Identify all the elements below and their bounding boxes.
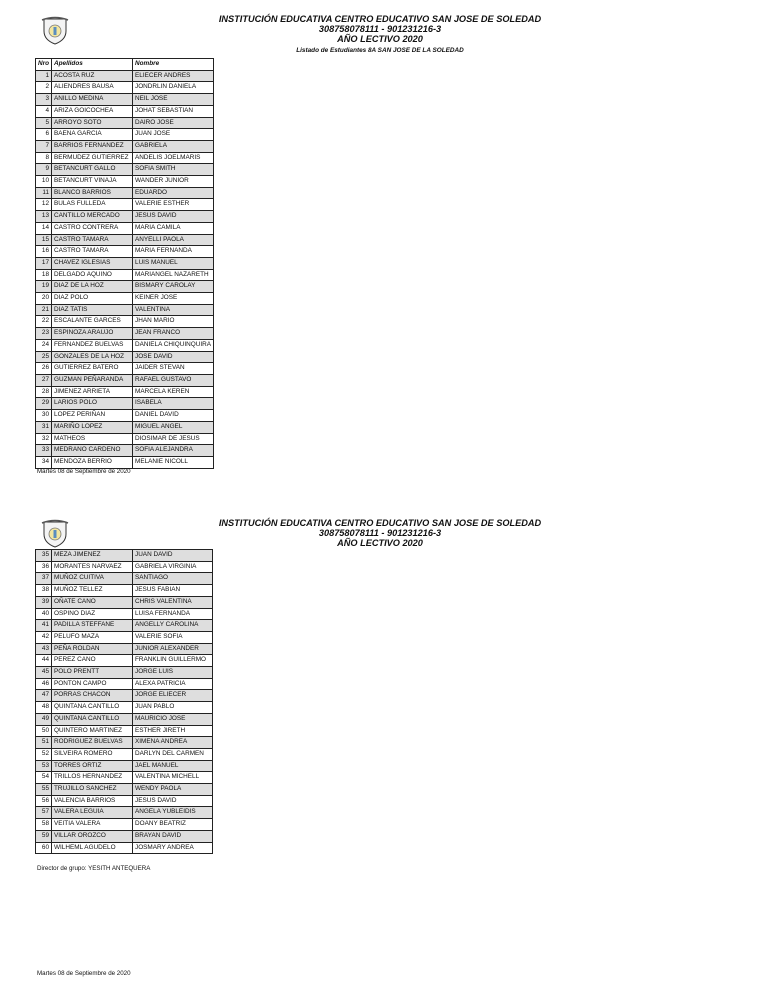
cell-apellidos: CHAVEZ IGLESIAS [52,257,133,269]
table-row [36,211,214,223]
cell-nro: 23 [36,328,52,340]
table-row [36,257,214,269]
table-row [36,187,214,199]
table-row [36,667,213,679]
table-row [36,82,214,94]
cell-apellidos: TORRES ORTIZ [52,760,133,772]
cell-apellidos: MENDOZA BERRIO [52,456,133,468]
table-row [36,772,213,784]
cell-nro: 50 [36,725,52,737]
cell-apellidos: VALENCIA BARRIOS [52,795,133,807]
table-row [36,374,214,386]
cell-nombre: JORGE LUIS [133,667,213,679]
student-table-page-2 [35,549,213,854]
cell-nro: 42 [36,631,52,643]
table-row [36,410,214,422]
cell-apellidos: FERNANDEZ BUELVAS [52,339,133,351]
cell-apellidos: MUÑOZ TELLEZ [52,585,133,597]
cell-nro: 3 [36,94,52,106]
cell-nombre: JUNIOR ALEXANDER [133,643,213,655]
cell-nro: 48 [36,702,52,714]
school-crest-logo-icon [40,518,70,548]
cell-apellidos: LARIOS POLO [52,398,133,410]
cell-nro: 49 [36,713,52,725]
table-row [36,643,213,655]
cell-nombre: JOSE DAVID [133,351,214,363]
cell-apellidos: VILLAR OROZCO [52,830,133,842]
institution-title: INSTITUCIÓN EDUCATIVA CENTRO EDUCATIVO SAN JOSE DE SOLEDAD [218,14,542,24]
student-table-page-1 [35,58,214,469]
cell-apellidos: MUÑOZ CUITIVA [52,573,133,585]
cell-apellidos: PONTON CAMPO [52,678,133,690]
cell-nro: 20 [36,293,52,305]
table-row [36,655,213,667]
cell-nombre: JOHAT SEBASTIAN [133,105,214,117]
cell-nro: 1 [36,70,52,82]
cell-apellidos: MATHEOS [52,433,133,445]
cell-nro: 35 [36,550,52,562]
cell-nombre: ELIECER ANDRES [133,70,214,82]
cell-nro: 11 [36,187,52,199]
cell-apellidos: MEZA JIMENEZ [52,550,133,562]
cell-nombre: SOFIA ALEJANDRA [133,445,214,457]
table-row [36,445,214,457]
table-row [36,550,213,562]
column-header-nombre: Nombre [133,59,214,71]
cell-apellidos: DIAZ DE LA HOZ [52,281,133,293]
cell-apellidos: ESPINOZA ARAUJO [52,328,133,340]
table-row [36,293,214,305]
cell-apellidos: PORRAS CHACON [52,690,133,702]
cell-nro: 40 [36,608,52,620]
cell-nombre: XIMENA ANDREA [133,737,213,749]
cell-nro: 37 [36,573,52,585]
cell-nombre: LUIS MANUEL [133,257,214,269]
table-row [36,222,214,234]
table-row [36,152,214,164]
cell-nombre: KEINER JOSE [133,293,214,305]
cell-nombre: DAIRO JOSE [133,117,214,129]
cell-nro: 53 [36,760,52,772]
cell-nombre: JAEL MANUEL [133,760,213,772]
cell-nombre: GABRIELA [133,140,214,152]
cell-nombre: VALENTINA MICHELL [133,772,213,784]
cell-apellidos: ANILLO MEDINA [52,94,133,106]
table-row [36,784,213,796]
cell-apellidos: RODRIGUEZ BUELVAS [52,737,133,749]
table-row [36,328,214,340]
footer-date-page-2: Martes 08 de Septiembre de 2020 [37,970,131,977]
cell-nro: 17 [36,257,52,269]
cell-nombre: ANGELLY CAROLINA [133,620,213,632]
table-row [36,748,213,760]
cell-apellidos: ARROYO SOTO [52,117,133,129]
table-row [36,176,214,188]
cell-apellidos: POLO PRENTT [52,667,133,679]
cell-nombre: JAIDER STEVAN [133,363,214,375]
cell-apellidos: ESCALANTE GARCES [52,316,133,328]
table-row [36,690,213,702]
cell-nro: 47 [36,690,52,702]
cell-nro: 13 [36,211,52,223]
cell-apellidos: MORANTES NARVAEZ [52,561,133,573]
cell-nombre: ALEXA PATRICIA [133,678,213,690]
cell-nro: 14 [36,222,52,234]
cell-apellidos: BARRIOS FERNANDEZ [52,140,133,152]
cell-apellidos: BAENA GARCIA [52,129,133,141]
cell-nro: 29 [36,398,52,410]
cell-apellidos: GUTIERREZ BATERO [52,363,133,375]
cell-nro: 38 [36,585,52,597]
cell-apellidos: MEDRANO CARDENO [52,445,133,457]
list-title: Listado de Estudiantes 8A SAN JOSE DE LA SOLEDAD [296,47,464,54]
cell-nro: 28 [36,386,52,398]
cell-apellidos: GUZMAN PEÑARANDA [52,374,133,386]
cell-apellidos: TRILLOS HERNANDEZ [52,772,133,784]
cell-apellidos: PEÑA ROLDAN [52,643,133,655]
cell-nro: 55 [36,784,52,796]
cell-nro: 34 [36,456,52,468]
cell-nro: 2 [36,82,52,94]
table-row [36,421,214,433]
cell-nombre: WANDER JUNIOR [133,176,214,188]
school-crest-logo-icon [40,15,70,45]
cell-nro: 51 [36,737,52,749]
table-row [36,129,214,141]
table-row [36,631,213,643]
cell-nombre: MARIA CAMILA [133,222,214,234]
cell-nro: 46 [36,678,52,690]
cell-apellidos: SILVEIRA ROMERO [52,748,133,760]
table-row [36,842,213,854]
table-row [36,386,214,398]
table-row [36,585,213,597]
cell-apellidos: MARIÑO LOPEZ [52,421,133,433]
cell-nombre: JESUS DAVID [133,795,213,807]
cell-apellidos: PEREZ CANO [52,655,133,667]
cell-apellidos: BLANCO BARRIOS [52,187,133,199]
table-row [36,351,214,363]
table-row [36,737,213,749]
cell-nro: 4 [36,105,52,117]
cell-nombre: MIGUEL ANGEL [133,421,214,433]
table-row [36,70,214,82]
cell-nombre: ESTHER JIRETH [133,725,213,737]
column-header-apellidos: Apellidos [52,59,133,71]
cell-apellidos: LOPEZ PERIÑAN [52,410,133,422]
table-row [36,304,214,316]
table-row [36,164,214,176]
cell-apellidos: CASTRO CONTRERA [52,222,133,234]
cell-nro: 30 [36,410,52,422]
table-row [36,795,213,807]
table-row [36,140,214,152]
cell-nro: 57 [36,807,52,819]
cell-nombre: ISABELA [133,398,214,410]
cell-nro: 59 [36,830,52,842]
school-year: AÑO LECTIVO 2020 [337,34,423,44]
footer-date-page-1: Martes 08 de Septiembre de 2020 [37,468,131,475]
table-row [36,456,214,468]
table-row [36,760,213,772]
cell-nro: 58 [36,819,52,831]
table-row [36,725,213,737]
cell-nombre: CHRIS VALENTINA [133,596,213,608]
table-row [36,807,213,819]
table-row [36,398,214,410]
cell-nro: 41 [36,620,52,632]
cell-apellidos: PELUFO MAZA [52,631,133,643]
table-row [36,246,214,258]
institution-code: 308758078111 - 901231216-3 [318,24,442,34]
table-row [36,269,214,281]
cell-nombre: WENDY PAOLA [133,784,213,796]
cell-apellidos: DIAZ TATIS [52,304,133,316]
table-row [36,105,214,117]
table-row [36,199,214,211]
cell-nro: 26 [36,363,52,375]
cell-nro: 27 [36,374,52,386]
table-row [36,608,213,620]
table-row [36,117,214,129]
cell-nro: 25 [36,351,52,363]
cell-nombre: SOFIA SMITH [133,164,214,176]
cell-apellidos: PADILLA STEFFANE [52,620,133,632]
cell-nro: 16 [36,246,52,258]
cell-nro: 52 [36,748,52,760]
table-row [36,561,213,573]
cell-nombre: BISMARY CAROLAY [133,281,214,293]
cell-nro: 43 [36,643,52,655]
school-year: AÑO LECTIVO 2020 [337,538,423,548]
cell-nro: 18 [36,269,52,281]
table-row [36,830,213,842]
cell-nombre: JUAN PABLO [133,702,213,714]
institution-title: INSTITUCIÓN EDUCATIVA CENTRO EDUCATIVO SAN JOSE DE SOLEDAD [218,518,542,528]
cell-nro: 24 [36,339,52,351]
table-row [36,339,214,351]
cell-apellidos: BERMUDEZ GUTIERREZ [52,152,133,164]
table-row [36,433,214,445]
cell-apellidos: WILHEML AGUDELO [52,842,133,854]
cell-apellidos: OÑATE CANO [52,596,133,608]
cell-apellidos: QUINTANA CANTILLO [52,713,133,725]
cell-nombre: MARIA FERNANDA [133,246,214,258]
cell-nombre: DANIEL DAVID [133,410,214,422]
cell-apellidos: CANTILLO MERCADO [52,211,133,223]
cell-nro: 56 [36,795,52,807]
table-row [36,702,213,714]
cell-apellidos: QUINTERO MARTINEZ [52,725,133,737]
cell-apellidos: VALERA LEGUIA [52,807,133,819]
cell-nombre: FRANKLIN GUILLERMO [133,655,213,667]
cell-nombre: DOANY BEATRIZ [133,819,213,831]
cell-nro: 44 [36,655,52,667]
cell-apellidos: ALIENDRES BAUSA [52,82,133,94]
cell-nro: 33 [36,445,52,457]
table-row [36,281,214,293]
cell-apellidos: JIMENEZ ARRIETA [52,386,133,398]
table-row [36,713,213,725]
cell-nombre: JUAN DAVID [133,550,213,562]
cell-nombre: VALENTINA [133,304,214,316]
table-row [36,363,214,375]
cell-apellidos: BETANCURT VINAJA [52,176,133,188]
cell-nro: 32 [36,433,52,445]
cell-nombre: NEIL JOSE [133,94,214,106]
cell-nro: 6 [36,129,52,141]
cell-nombre: MARCELA KEREN [133,386,214,398]
cell-nombre: JESUS FABIAN [133,585,213,597]
cell-nombre: DANIELA CHIQUINQUIRA [133,339,214,351]
cell-nombre: RAFAEL GUSTAVO [133,374,214,386]
cell-apellidos: TRUJILLO SANCHEZ [52,784,133,796]
cell-nro: 15 [36,234,52,246]
cell-nro: 45 [36,667,52,679]
cell-nro: 12 [36,199,52,211]
cell-nro: 19 [36,281,52,293]
cell-nombre: MAURICIO JOSE [133,713,213,725]
cell-nombre: JESUS DAVID [133,211,214,223]
cell-apellidos: DIAZ POLO [52,293,133,305]
cell-nro: 31 [36,421,52,433]
cell-nombre: JUAN JOSE [133,129,214,141]
cell-apellidos: VEITIA VALERA [52,819,133,831]
cell-nombre: BRAYAN DAVID [133,830,213,842]
cell-nombre: ANGELA YUBLEIDIS [133,807,213,819]
cell-nombre: GABRIELA VIRGINIA [133,561,213,573]
cell-nro: 5 [36,117,52,129]
cell-nombre: JONDRLIN DANIELA [133,82,214,94]
table-row [36,819,213,831]
cell-nombre: MARIANGEL NAZARETH [133,269,214,281]
cell-apellidos: ARIZA GOICOCHEA [52,105,133,117]
table-row [36,94,214,106]
cell-nombre: JORGE ELIECER [133,690,213,702]
cell-apellidos: GONZALES DE LA HOZ [52,351,133,363]
table-row [36,234,214,246]
cell-apellidos: BULAS FULLEDA [52,199,133,211]
column-header-nro: Nro [36,59,52,71]
cell-apellidos: CASTRO TAMARA [52,246,133,258]
cell-nro: 60 [36,842,52,854]
table-row [36,620,213,632]
cell-nro: 7 [36,140,52,152]
cell-nro: 8 [36,152,52,164]
cell-nombre: LUISA FERNANDA [133,608,213,620]
cell-nombre: MELANIE NICOLL [133,456,214,468]
cell-nombre: ANYELLI PAOLA [133,234,214,246]
cell-nro: 54 [36,772,52,784]
cell-apellidos: ACOSTA RUZ [52,70,133,82]
cell-nombre: DIOSIMAR DE JESUS [133,433,214,445]
cell-nombre: SANTIAGO [133,573,213,585]
group-director: Director de grupo: YESITH ANTEQUERA [37,865,151,872]
cell-apellidos: CASTRO TAMARA [52,234,133,246]
cell-nombre: JHAN MARIO [133,316,214,328]
cell-nombre: VALERIE SOFIA [133,631,213,643]
cell-apellidos: QUINTANA CANTILLO [52,702,133,714]
cell-nro: 9 [36,164,52,176]
table-row [36,678,213,690]
table-row [36,573,213,585]
cell-apellidos: DELGADO AQUINO [52,269,133,281]
cell-nro: 21 [36,304,52,316]
cell-nro: 22 [36,316,52,328]
cell-nombre: JOSMARY ANDREA [133,842,213,854]
table-row [36,316,214,328]
cell-nro: 39 [36,596,52,608]
cell-apellidos: OSPINO DIAZ [52,608,133,620]
table-row [36,596,213,608]
cell-apellidos: BETANCURT GALLO [52,164,133,176]
cell-nombre: ANDELIS JOELMARIS [133,152,214,164]
cell-nro: 36 [36,561,52,573]
cell-nro: 10 [36,176,52,188]
cell-nombre: JEAN FRANCO [133,328,214,340]
cell-nombre: EDUARDO [133,187,214,199]
cell-nombre: DARLYN DEL CARMEN [133,748,213,760]
cell-nombre: VALERIE ESTHER [133,199,214,211]
institution-code: 308758078111 - 901231216-3 [318,528,442,538]
